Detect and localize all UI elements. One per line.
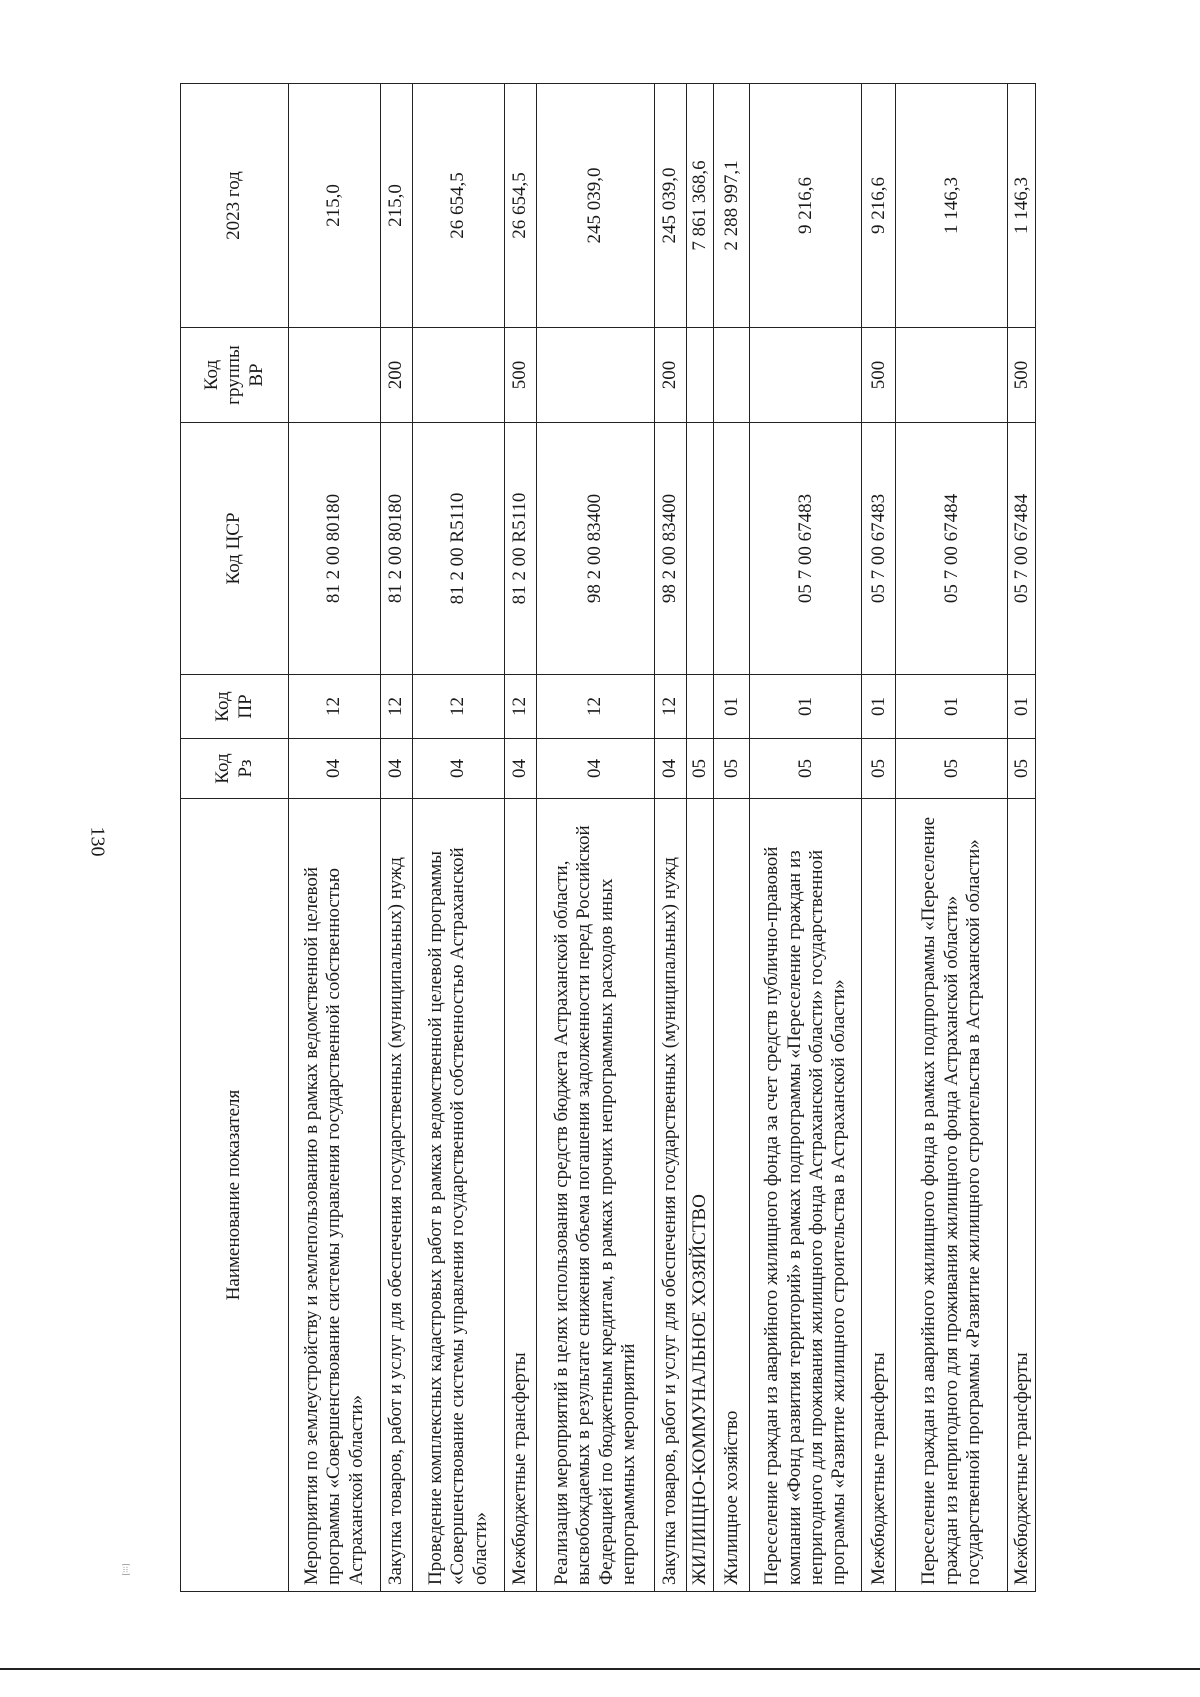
table-row [862, 84, 896, 1592]
row-rz: 04 [505, 739, 537, 799]
row-vr [413, 328, 505, 423]
margin-stamp: [:::] [121, 1563, 131, 1576]
row-amount: 1 146,3 [1008, 84, 1036, 328]
row-csr: 98 2 00 83400 [655, 423, 687, 675]
row-name: Переселение граждан из аварийного жилищного фонда за счет средств публично-правовой компании «Фонд развития территорий» в рамках подпрограммы «Переселение граждан из непригодного для проживания жилищного фонда Астраханской области» государственной программы «Развитие жилищного строительства в Астраханской области» [750, 799, 862, 1592]
row-vr [289, 328, 381, 423]
row-vr: 500 [505, 328, 537, 423]
row-rz: 05 [1008, 739, 1036, 799]
header-pr: Код ПР [181, 675, 289, 739]
row-csr [714, 423, 750, 675]
row-vr: 500 [1008, 328, 1036, 423]
row-name: Проведение комплексных кадастровых работ в рамках ведомственной целевой программы «Совершенствование системы управления государственной собственностью Астраханской области» [413, 799, 505, 1592]
row-csr [687, 423, 714, 675]
row-amount: 26 654,5 [413, 84, 505, 328]
row-pr: 12 [413, 675, 505, 739]
row-name: Реализация мероприятий в целях использования средств бюджета Астраханской области, высвобождаемых в результате снижения объема погашения задолженности перед Российской Федерацией по бюджетным кредитам, в рамках прочих непрограммных расходов иных непрограммных мероприятий [537, 799, 655, 1592]
row-pr: 01 [896, 675, 1008, 739]
row-vr [537, 328, 655, 423]
row-rz: 05 [750, 739, 862, 799]
table-row [896, 84, 1008, 1592]
row-amount: 245 039,0 [537, 84, 655, 328]
row-name: Мероприятия по землеустройству и землепользованию в рамках ведомственной целевой программы «Совершенствование системы управления государственной собственностью Астраханской области» [289, 799, 381, 1592]
row-csr: 05 7 00 67484 [1008, 423, 1036, 675]
header-rz: Код Рз [181, 739, 289, 799]
row-rz: 05 [687, 739, 714, 799]
row-csr: 81 2 00 80180 [289, 423, 381, 675]
header-name: Наименование показателя [181, 799, 289, 1592]
table-row [750, 84, 862, 1592]
row-pr: 12 [505, 675, 537, 739]
header-csr: Код ЦСР [181, 423, 289, 675]
row-name: Межбюджетные трансферты [1008, 799, 1036, 1592]
row-csr: 05 7 00 67484 [896, 423, 1008, 675]
row-name: Закупка товаров, работ и услуг для обеспечения государственных (муниципальных) нужд [655, 799, 687, 1592]
row-csr: 81 2 00 80180 [381, 423, 413, 675]
row-csr: 05 7 00 67483 [862, 423, 896, 675]
row-pr: 12 [655, 675, 687, 739]
row-rz: 05 [896, 739, 1008, 799]
table-row [1008, 84, 1036, 1592]
row-vr [714, 328, 750, 423]
table-row [714, 84, 750, 1592]
row-amount: 26 654,5 [505, 84, 537, 328]
row-amount: 245 039,0 [655, 84, 687, 328]
row-pr: 01 [862, 675, 896, 739]
row-rz: 04 [381, 739, 413, 799]
row-vr: 200 [381, 328, 413, 423]
row-pr: 01 [750, 675, 862, 739]
row-csr: 81 2 00 R5110 [413, 423, 505, 675]
row-vr: 500 [862, 328, 896, 423]
table-row [289, 84, 381, 1592]
row-amount: 7 861 368,6 [687, 84, 714, 328]
page-bottom-rule [0, 1668, 1200, 1670]
table-row [413, 84, 505, 1592]
row-pr: 12 [381, 675, 413, 739]
row-vr [896, 328, 1008, 423]
table-header-row [181, 84, 289, 1592]
row-vr [687, 328, 714, 423]
table-row [687, 84, 714, 1592]
row-pr: 01 [714, 675, 750, 739]
row-amount: 9 216,6 [862, 84, 896, 328]
table-row [505, 84, 537, 1592]
row-name: Жилищное хозяйство [714, 799, 750, 1592]
row-rz: 04 [413, 739, 505, 799]
row-name: ЖИЛИЩНО-КОММУНАЛЬНОЕ ХОЗЯЙСТВО [687, 799, 714, 1592]
row-csr: 81 2 00 R5110 [505, 423, 537, 675]
row-vr: 200 [655, 328, 687, 423]
row-name: Закупка товаров, работ и услуг для обеспечения государственных (муниципальных) нужд [381, 799, 413, 1592]
row-rz: 04 [289, 739, 381, 799]
table-row [537, 84, 655, 1592]
row-amount: 9 216,6 [750, 84, 862, 328]
row-csr: 05 7 00 67483 [750, 423, 862, 675]
row-rz: 04 [655, 739, 687, 799]
table-row [381, 84, 413, 1592]
row-amount: 2 288 997,1 [714, 84, 750, 328]
row-pr: 01 [1008, 675, 1036, 739]
header-amount: 2023 год [181, 84, 289, 328]
row-pr: 12 [537, 675, 655, 739]
row-rz: 04 [537, 739, 655, 799]
row-name: Переселение граждан из аварийного жилищного фонда в рамках подпрограммы «Переселение граждан из непригодного для проживания жилищного фонда Астраханской области» государственной программы «Развитие жилищного строительства в Астраханской области» [896, 799, 1008, 1592]
row-pr: 12 [289, 675, 381, 739]
row-csr: 98 2 00 83400 [537, 423, 655, 675]
row-amount: 1 146,3 [896, 84, 1008, 328]
row-vr [750, 328, 862, 423]
row-amount: 215,0 [381, 84, 413, 328]
row-amount: 215,0 [289, 84, 381, 328]
row-rz: 05 [862, 739, 896, 799]
table-row [655, 84, 687, 1592]
row-name: Межбюджетные трансферты [505, 799, 537, 1592]
header-vr: Код группы ВР [181, 328, 289, 423]
rotated-table-wrapper [180, 84, 1032, 1592]
row-pr [687, 675, 714, 739]
budget-table [180, 83, 1036, 1592]
row-rz: 05 [714, 739, 750, 799]
page-number: 130 [86, 826, 109, 857]
row-name: Межбюджетные трансферты [862, 799, 896, 1592]
